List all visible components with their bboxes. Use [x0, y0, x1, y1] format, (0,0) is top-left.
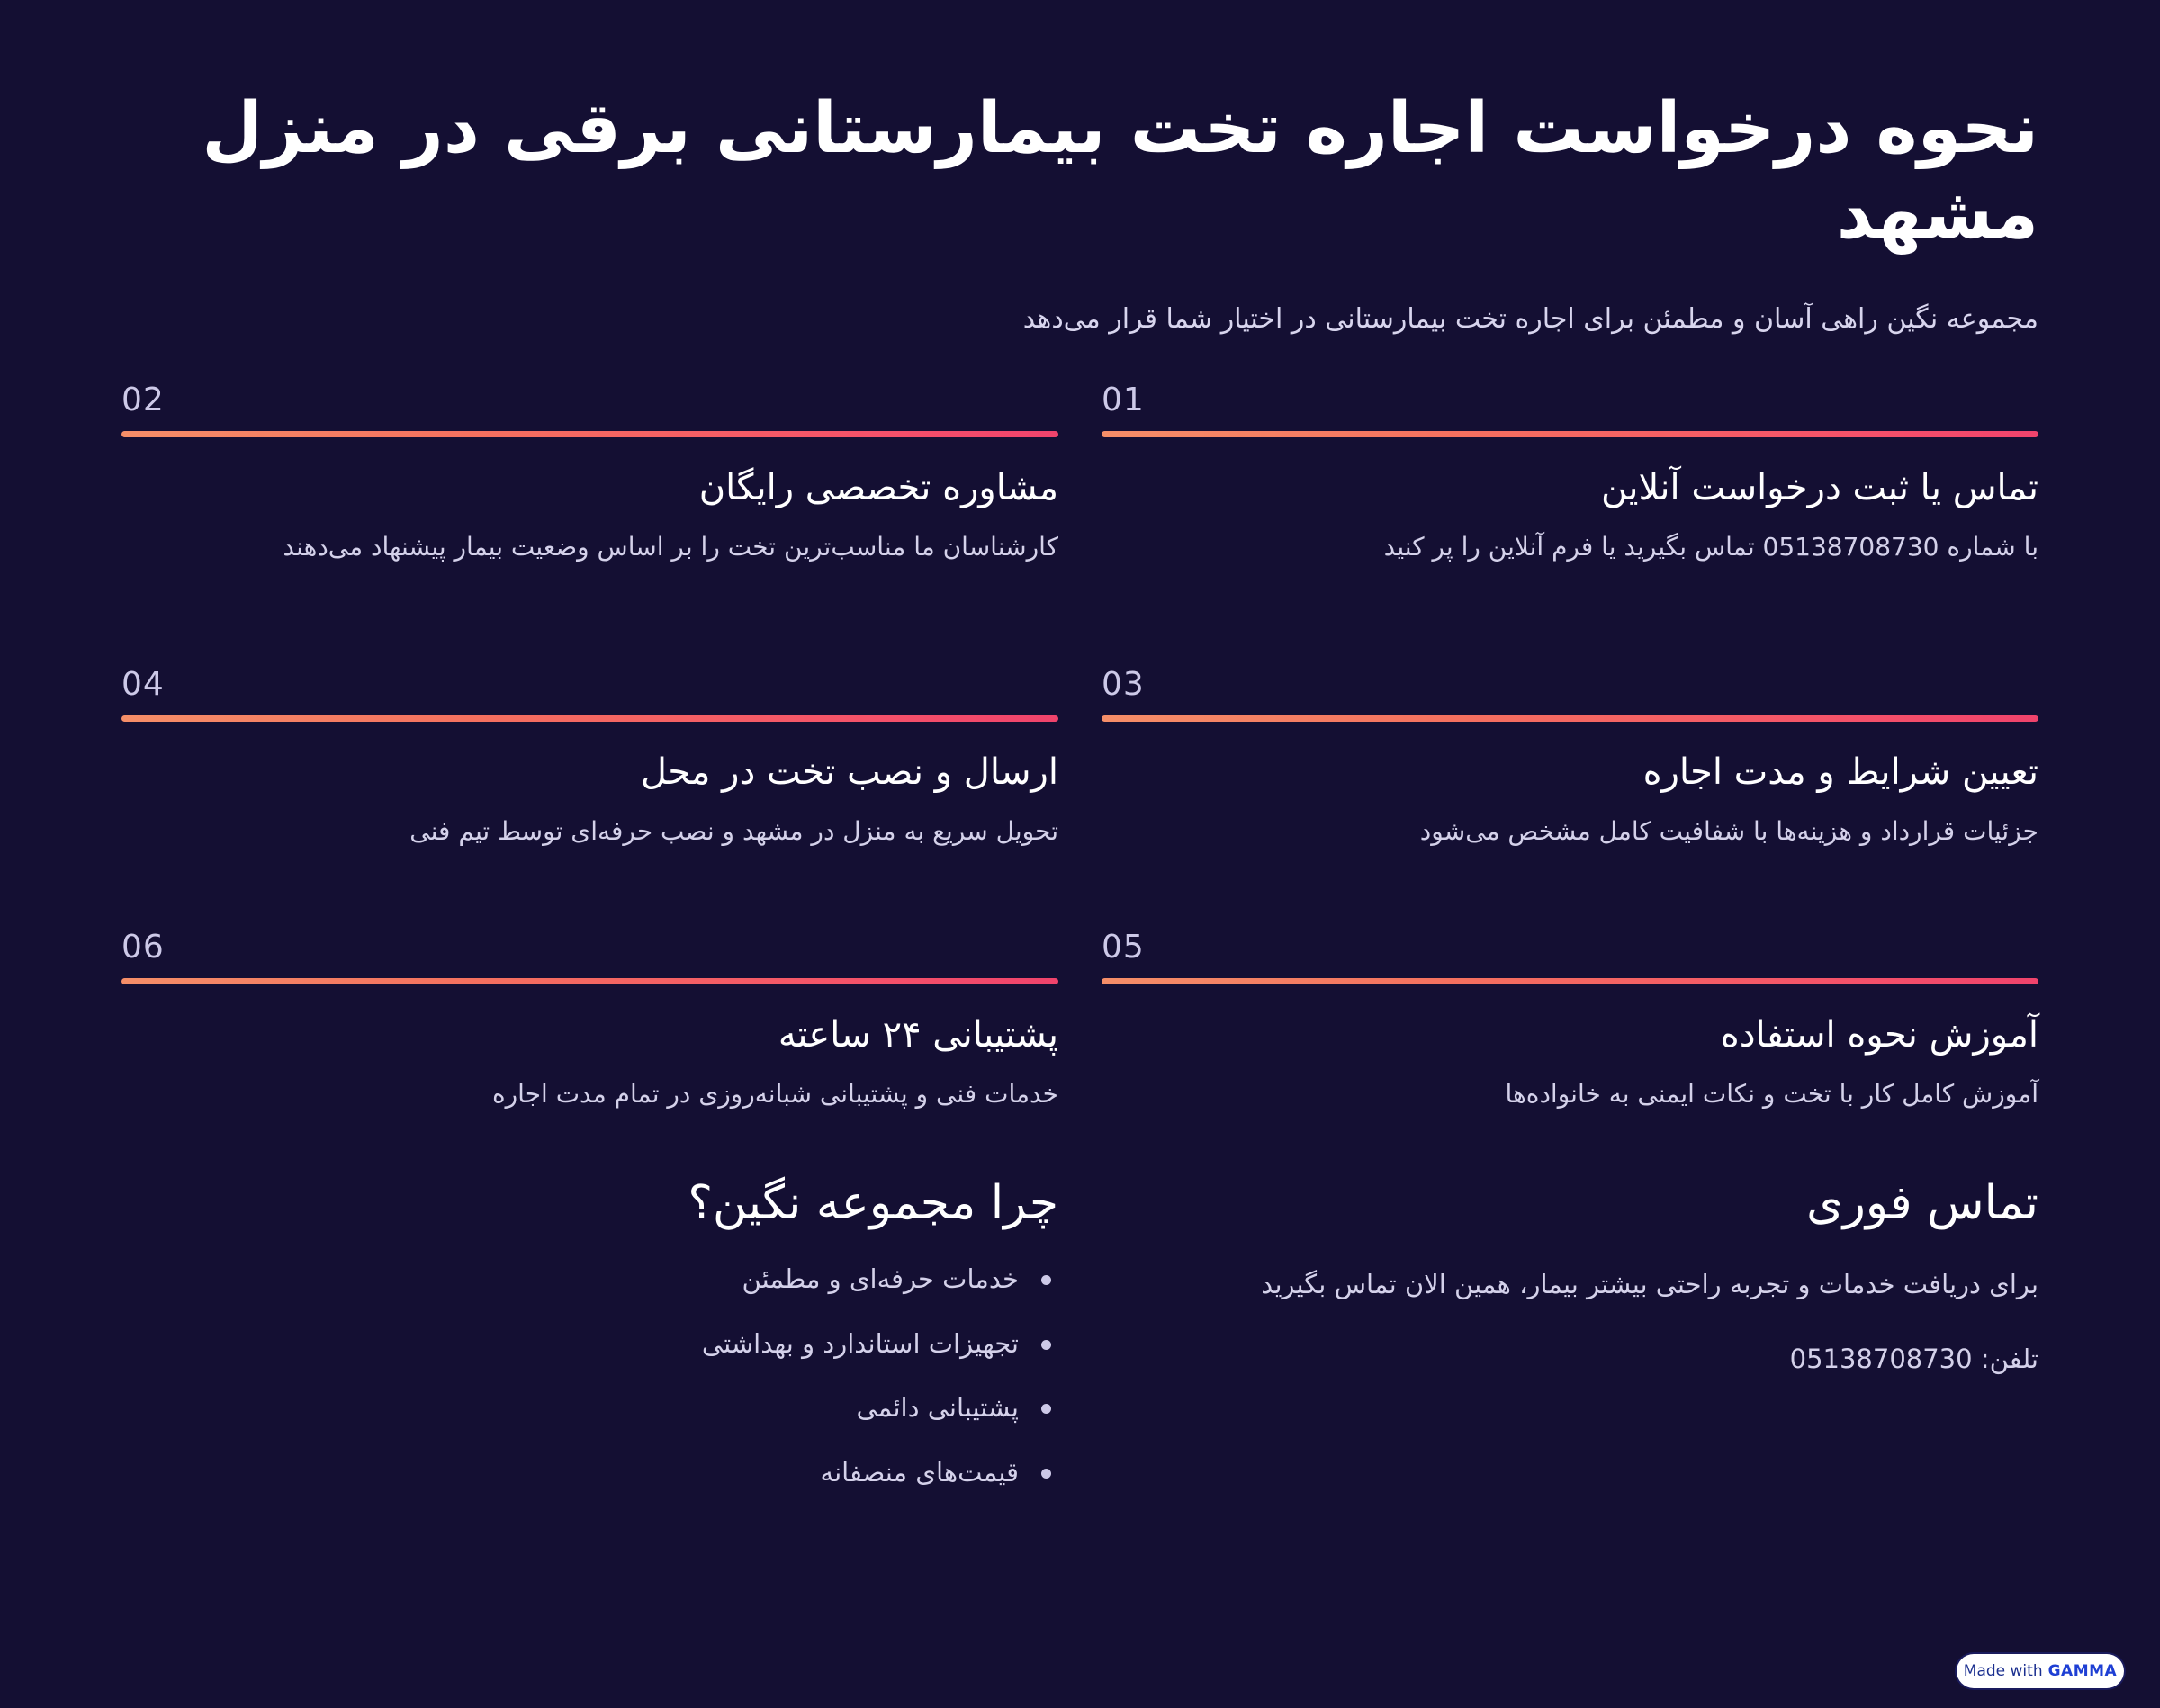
- gamma-made-with-label: Made with: [1963, 1662, 2043, 1680]
- page-title: نحوه درخواست اجاره تخت بیمارستانی برقی در منزل مشهد: [202, 88, 2038, 256]
- steps-row-3: [0, 930, 2160, 1149]
- steps-row-1: [0, 382, 2160, 624]
- step-desc-06: خدمات فنی و پشتیبانی شبانه‌روزی در تمام مدت اجاره: [491, 1078, 1058, 1109]
- list-item: خدمات حرفه‌ای و مطمئن: [122, 1260, 1058, 1299]
- step-title-03: تعیین شرایط و مدت اجاره: [1642, 751, 2038, 793]
- step-desc-03: جزئیات قرارداد و هزینه‌ها با شفافیت کامل مشخص می‌شود: [1419, 815, 2038, 846]
- step-number-03: 03: [1102, 666, 1145, 704]
- step-card-02: [122, 382, 1058, 624]
- list-item: قیمت‌های منصفانه: [122, 1453, 1058, 1493]
- step-desc-04: تحویل سریع به منزل در مشهد و نصب حرفه‌ای توسط تیم فنی: [410, 815, 1058, 846]
- page-subtitle: مجموعه نگین راهی آسان و مطمئن برای اجاره تخت بیمارستانی در اختیار شما قرار می‌دهد: [1022, 303, 2038, 336]
- list-item: پشتیبانی دائمی: [122, 1389, 1058, 1428]
- step-title-02: مشاوره تخصصی رایگان: [698, 466, 1058, 508]
- step-divider-03: [1102, 715, 2038, 722]
- step-number-02: 02: [122, 382, 165, 419]
- bottom-section: [0, 1174, 2160, 1517]
- made-with-gamma-badge[interactable]: [1957, 1654, 2124, 1688]
- slide-header: [0, 0, 2160, 339]
- step-desc-01: با شماره 05138708730 تماس بگیرید یا فرم آنلاین را پر کنید: [1383, 531, 2038, 562]
- list-item: تجهیزات استاندارد و بهداشتی: [122, 1325, 1058, 1364]
- step-divider-02: [122, 431, 1058, 437]
- contact-phone: تلفن: 05138708730: [1789, 1344, 2038, 1375]
- step-number-01: 01: [1102, 382, 1145, 419]
- contact-body: برای دریافت خدمات و تجربه راحتی بیشتر بیمار، همین الان تماس بگیرید: [1261, 1269, 2038, 1300]
- step-divider-01: [1102, 431, 2038, 437]
- why-column: [122, 1174, 1058, 1517]
- step-desc-05: آموزش کامل کار با تخت و نکات ایمنی به خانواده‌ها: [1505, 1078, 2038, 1109]
- step-divider-05: [1102, 978, 2038, 984]
- step-number-06: 06: [122, 929, 165, 966]
- step-divider-06: [122, 978, 1058, 984]
- benefit-list: [122, 1260, 1058, 1492]
- step-title-05: آموزش نحوه استفاده: [1720, 1013, 2038, 1056]
- contact-heading: تماس فوری: [1806, 1176, 2038, 1231]
- steps-row-2: [0, 667, 2160, 886]
- step-title-04: ارسال و نصب تخت در محل: [640, 751, 1058, 793]
- step-number-05: 05: [1102, 929, 1145, 966]
- step-card-05: [1102, 930, 2038, 1149]
- step-desc-02: کارشناسان ما مناسب‌ترین تخت را بر اساس وضعیت بیمار پیشنهاد می‌دهند: [283, 531, 1058, 562]
- step-title-01: تماس یا ثبت درخواست آنلاین: [1600, 466, 2038, 508]
- step-card-06: [122, 930, 1058, 1149]
- step-card-01: [1102, 382, 2038, 624]
- contact-column: [1102, 1174, 2038, 1517]
- step-card-04: [122, 667, 1058, 886]
- gamma-brand-label: GAMMA: [2048, 1662, 2118, 1680]
- step-divider-04: [122, 715, 1058, 722]
- why-heading: چرا مجموعه نگین؟: [688, 1176, 1058, 1231]
- step-number-04: 04: [122, 666, 165, 704]
- step-card-03: [1102, 667, 2038, 886]
- step-title-06: پشتیبانی ۲۴ ساعته: [778, 1013, 1058, 1056]
